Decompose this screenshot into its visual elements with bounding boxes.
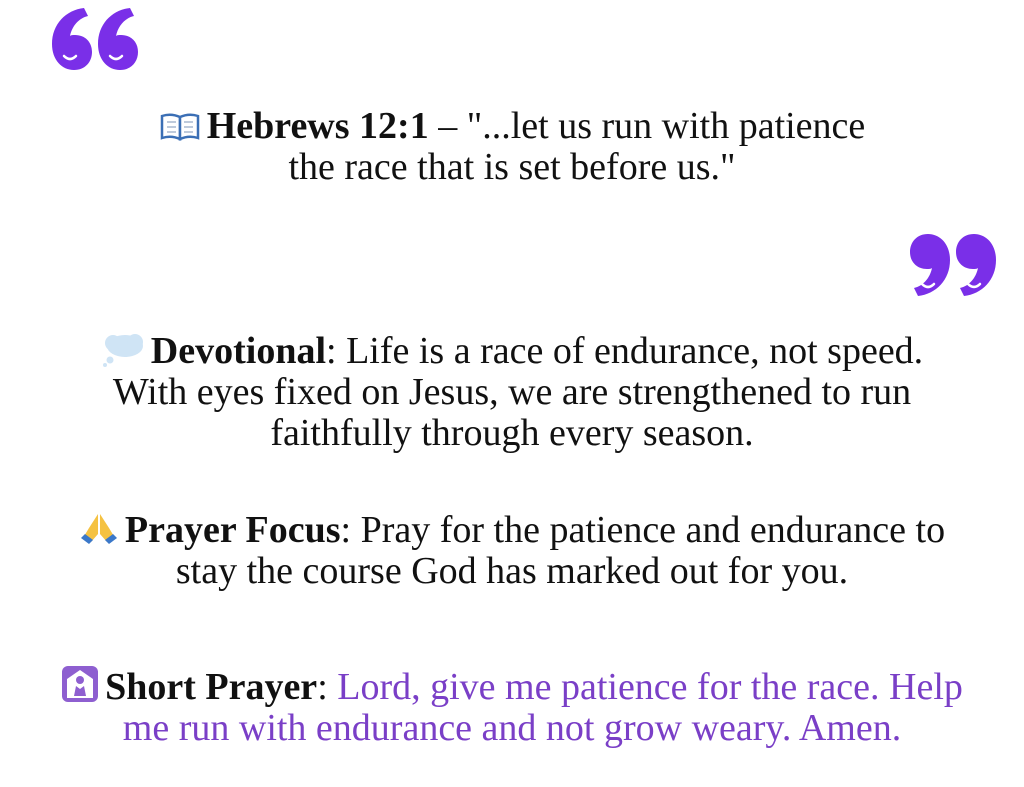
verse-text-line-2: the race that is set before us." xyxy=(288,146,736,188)
short-prayer-label: Short Prayer xyxy=(105,666,318,708)
prayer-focus-block xyxy=(0,510,1024,592)
prayer-focus-text-line-2: stay the course God has marked out for you. xyxy=(175,550,849,592)
short-prayer-block xyxy=(0,665,1024,749)
verse-line-1 xyxy=(0,106,1024,147)
prayer-focus-label: Prayer Focus xyxy=(124,509,341,551)
devotional-line-1 xyxy=(0,331,1024,372)
devotional-text-line-1: Life is a race of endurance, not speed. xyxy=(346,330,924,372)
prayer-focus-colon: : xyxy=(340,509,361,551)
short-prayer-text-line-1: Lord, give me patience for the race. Help xyxy=(337,666,963,708)
verse-block xyxy=(0,106,1024,188)
prayer-focus-line-1 xyxy=(0,510,1024,551)
devotional-block xyxy=(0,331,1024,454)
short-prayer-text-line-2: me run with endurance and not grow weary. Amen. xyxy=(122,707,902,749)
devotional-text-line-2: With eyes fixed on Jesus, we are strengthened to run xyxy=(112,371,912,413)
short-prayer-line-1 xyxy=(0,665,1024,708)
devotional-text-line-3: faithfully through every season. xyxy=(270,412,754,454)
devotional-colon: : xyxy=(326,330,347,372)
devotional-label: Devotional xyxy=(150,330,327,372)
thought-bubble-icon xyxy=(101,333,145,367)
short-prayer-colon: : xyxy=(317,666,338,708)
prayer-focus-text-line-1: Pray for the patience and endurance to xyxy=(360,509,946,551)
open-book-icon xyxy=(159,110,201,142)
folded-hands-icon xyxy=(79,510,119,546)
verse-reference: Hebrews 12:1 xyxy=(206,105,429,147)
open-quote-icon xyxy=(44,0,144,80)
person-praying-icon xyxy=(61,665,99,703)
verse-separator: – xyxy=(428,105,467,147)
close-quote-icon xyxy=(904,224,1004,304)
verse-text-line-1: "...let us run with patience xyxy=(466,105,866,147)
